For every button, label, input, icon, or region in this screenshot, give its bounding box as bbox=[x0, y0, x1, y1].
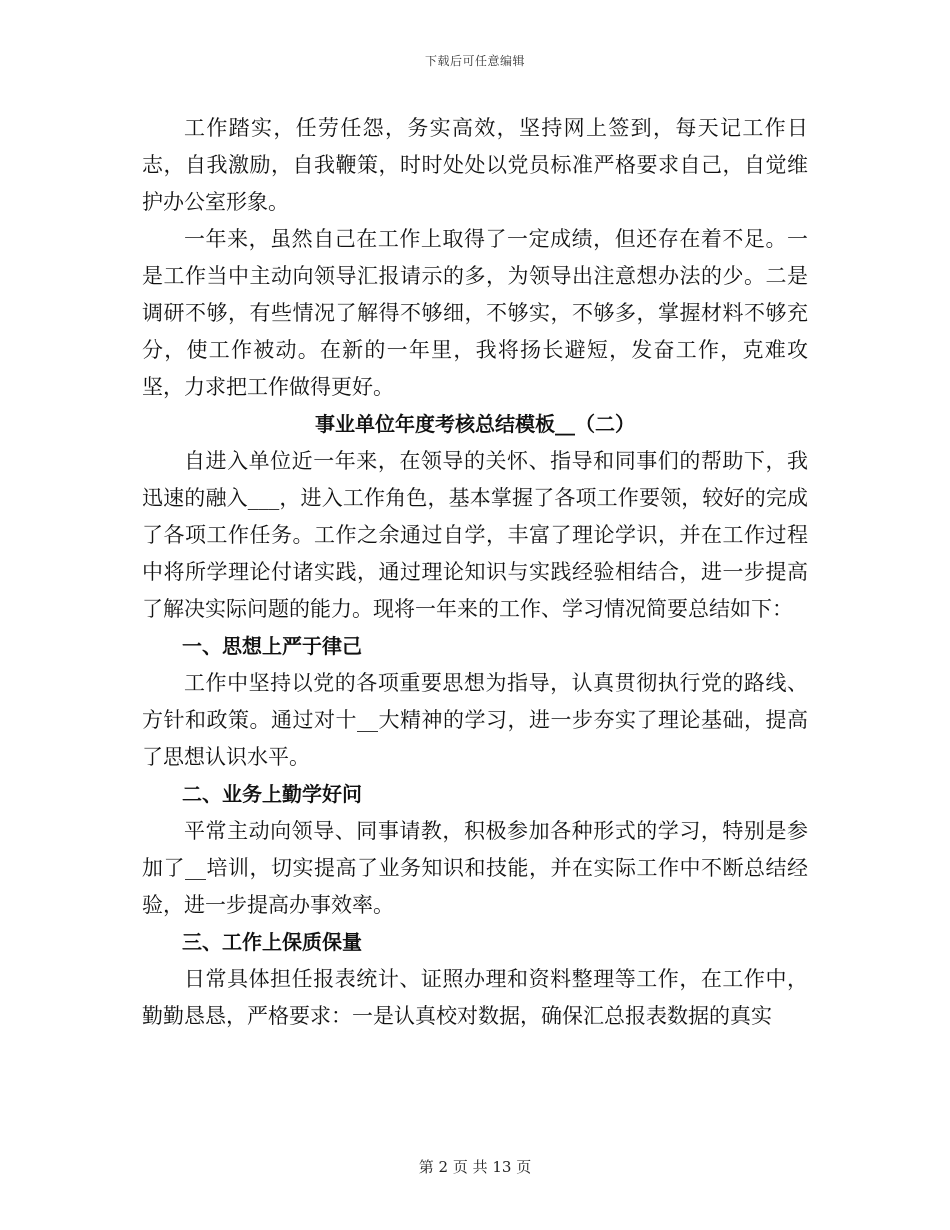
heading-work-quality: 三、工作上保质保量 bbox=[182, 930, 362, 954]
section-title: 事业单位年度考核总结模板__（二） bbox=[315, 412, 635, 436]
paragraph-ideology: 工作中坚持以党的各项重要思想为指导，认真贯彻执行党的路线、方针和政策。通过对十__大精神的学习，进一步夯实了理论基础，提高了思想认识水平。 bbox=[142, 671, 808, 769]
document-body bbox=[142, 110, 808, 1035]
paragraph-work-attitude: 工作踏实，任劳任怨，务实高效，坚持网上签到，每天记工作日志，自我激励，自我鞭策，时时处处以党员标准严格要求自己，自觉维护办公室形象。 bbox=[142, 116, 808, 214]
page-number: 第 2 页 共 13 页 bbox=[418, 1158, 532, 1176]
paragraph-shortcomings: 一年来，虽然自己在工作上取得了一定成绩，但还存在着不足。一是工作当中主动向领导汇报请示的多，为领导出注意想办法的少。二是调研不够，有些情况了解得不够细，不够实，不够多，掌握材料不够充分，使工作被动。在新的一年里，我将扬长避短，发奋工作，克难攻坚，力求把工作做得更好。 bbox=[142, 227, 808, 399]
paragraph-business: 平常主动向领导、同事请教，积极参加各种形式的学习，特别是参加了__培训，切实提高了业务知识和技能，并在实际工作中不断总结经验，进一步提高办事效率。 bbox=[142, 819, 808, 917]
heading-ideology: 一、思想上严于律己 bbox=[182, 634, 362, 658]
paragraph-introduction: 自进入单位近一年来，在领导的关怀、指导和同事们的帮助下，我迅速的融入___，进入工作角色，基本掌握了各项工作要领，较好的完成了各项工作任务。工作之余通过自学，丰富了理论学识，并在工作过程中将所学理论付诸实践，通过理论知识与实践经验相结合，进一步提高了解决实际问题的能力。现将一年来的工作、学习情况简要总结如下： bbox=[142, 449, 808, 621]
paragraph-work-quality: 日常具体担任报表统计、证照办理和资料整理等工作，在工作中，勤勤恳恳，严格要求：一是认真校对数据，确保汇总报表数据的真实 bbox=[142, 967, 808, 1028]
page-header-note: 下载后可任意编辑 bbox=[424, 54, 525, 68]
heading-business: 二、业务上勤学好问 bbox=[182, 782, 362, 806]
